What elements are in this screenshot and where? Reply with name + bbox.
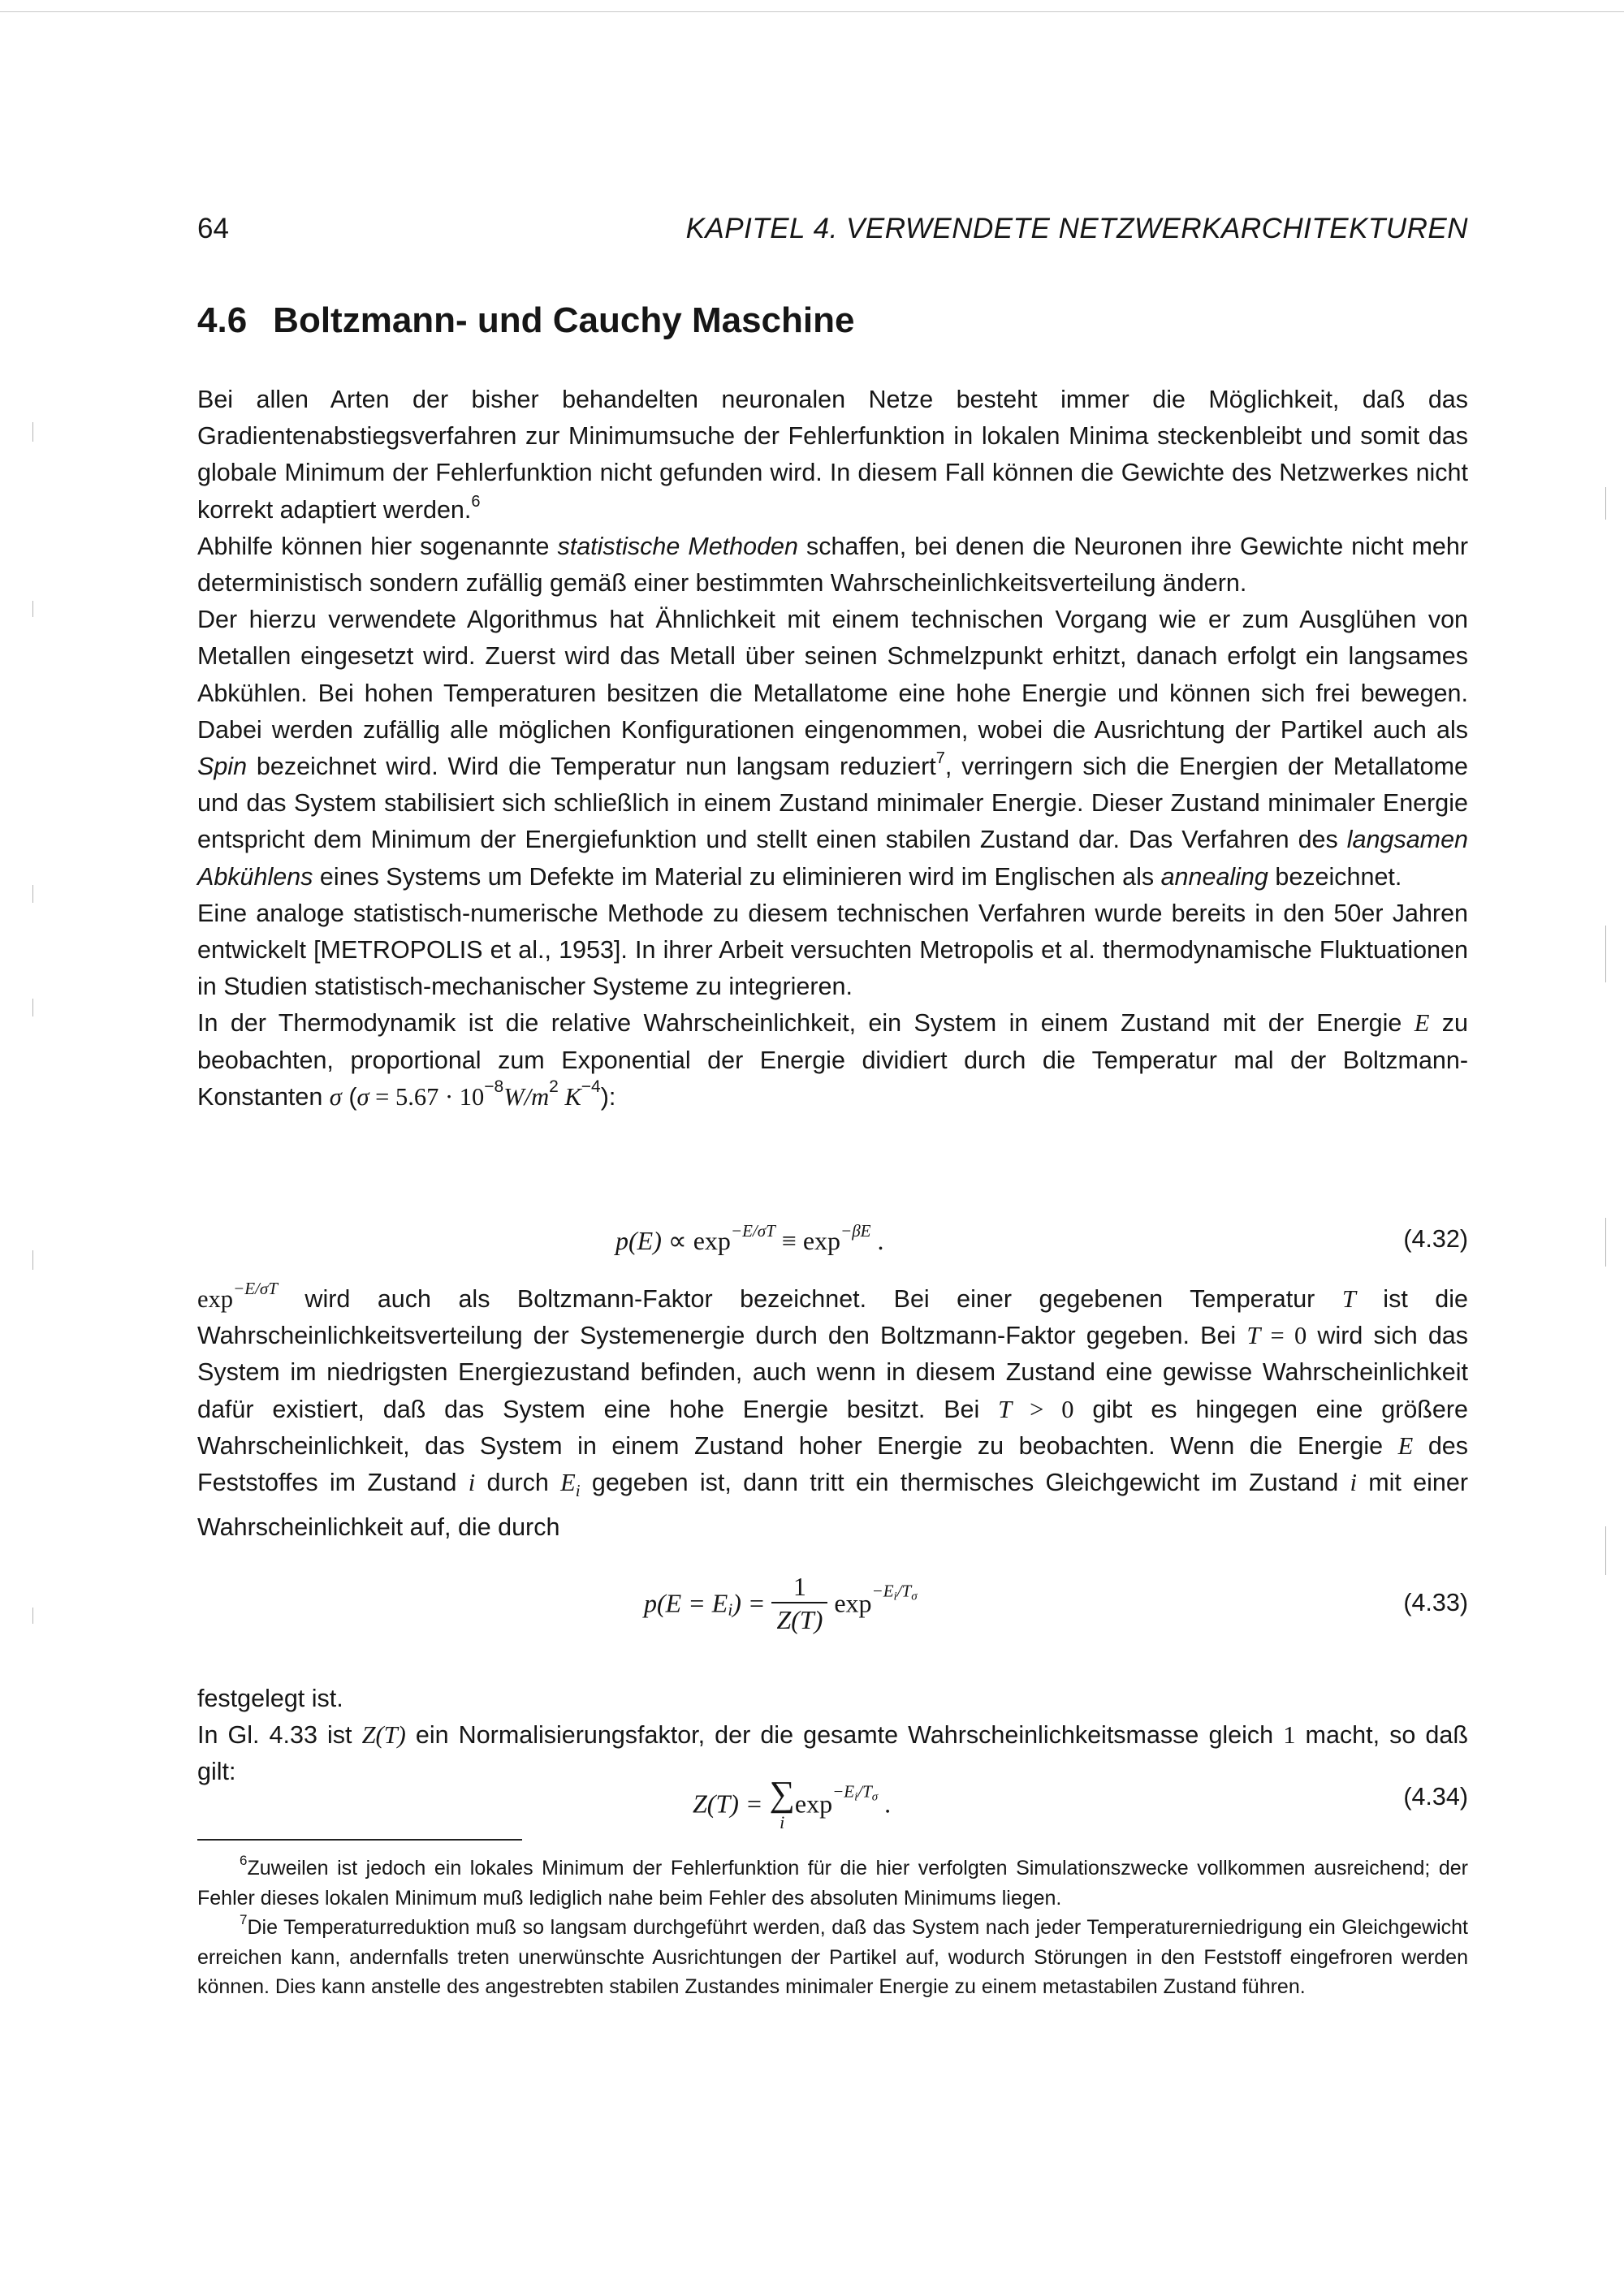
math-exponent: /T [857, 1781, 872, 1802]
math-symbol: σ [356, 1082, 369, 1111]
paragraph-text: zu beobachten, proportional zum Exponential der Energie dividiert durch die Temperatur mal der Boltzmann-Konstanten [197, 1009, 1469, 1111]
body-block-intro [197, 382, 1468, 1116]
math-exponent: −βE [840, 1221, 871, 1241]
paragraph [197, 896, 1468, 1006]
footnotes [197, 1854, 1468, 2002]
scan-margin-mark [32, 999, 33, 1016]
paragraph [197, 382, 1468, 529]
scan-margin-mark [32, 601, 33, 617]
footnote-ref: 6 [471, 492, 481, 511]
scan-margin-mark [32, 422, 33, 442]
footnote [197, 1854, 1468, 1913]
paragraph [197, 1281, 1468, 1547]
equation-4-32 [197, 1222, 1468, 1259]
math-exponent: −8 [484, 1077, 504, 1096]
fraction-numerator: 1 [771, 1571, 827, 1603]
math-symbol: i [468, 1469, 476, 1497]
section-heading [197, 300, 854, 341]
paragraph-text: wird auch als Boltzmann-Faktor bezeichnet. Bei einer gegebenen Temperatur [277, 1285, 1342, 1313]
paragraph-text: bezeichnet wird. Wird die Temperatur nun langsam reduziert [247, 753, 936, 781]
math-subscript: σ [871, 1790, 879, 1804]
math-symbol: T [1341, 1285, 1356, 1313]
math-unit: K [558, 1082, 581, 1111]
equation-number: (4.34) [1403, 1783, 1468, 1810]
math-symbol: i [1350, 1469, 1357, 1497]
math-text: p(E) [615, 1226, 662, 1255]
paragraph [197, 1005, 1468, 1116]
paragraph-text: ( [341, 1082, 357, 1111]
math-subscript: i [728, 1599, 733, 1620]
emphasis: Spin [197, 753, 248, 781]
paragraph [197, 1681, 1468, 1717]
fraction [771, 1571, 827, 1636]
scan-margin-mark [32, 1250, 33, 1270]
footnote-text: Zuweilen ist jedoch ein lokales Minimum der Fehlerfunktion für die hier verfolgten Simulationszwecke vollkommen ausreichend; der Fehler dieses lokalen Minimum muß lediglich nahe beim Fehler des absoluten Minimums liegen. [197, 1857, 1468, 1910]
section-title: Boltzmann- und Cauchy Maschine [273, 300, 855, 340]
body-block-normalization [197, 1681, 1468, 1791]
scan-margin-mark [1605, 1526, 1606, 1575]
paragraph-text: mit einer Wahrscheinlichkeit auf, die durch [197, 1469, 1468, 1542]
summation [770, 1776, 795, 1832]
paragraph-text: wird sich das System im niedrigsten Energiezustand befinden, auch wenn in diesem Zustand eine gewisse Wahrscheinlichkeit dafür existiert, daß das System eine hohe Energie besitzt. Bei [197, 1322, 1469, 1423]
math-text: = 0 [1260, 1322, 1307, 1350]
math-text: exp [197, 1285, 234, 1313]
emphasis: statistische Methoden [557, 532, 798, 560]
math-exponent: −E [832, 1781, 855, 1802]
math-symbol: T [998, 1395, 1013, 1423]
math-symbol: E [1397, 1431, 1414, 1460]
footnote-text: Die Temperaturreduktion muß so langsam durchgeführt werden, daß das System nach jeder Temperaturerniedrigung ein Gleichgewicht erreichen kann, andernfalls treten unerwünschte Ausrichtungen der Partikel auf, wodurch Störungen in den Feststoff eingefroren werden können. Dies kann anstelle des angestrebten stabilen Zustandes minimaler Energie zu einem metastabilen Zustand führen. [197, 1916, 1468, 1998]
paragraph-text: ist die Wahrscheinlichkeitsverteilung der Systemenergie durch den Boltzmann-Faktor gegeben. Bei [197, 1285, 1468, 1350]
paragraph-text: Eine analoge statistisch-numerische Methode zu diesem technischen Verfahren wurde bereits in den 50er Jahren entwickelt [METROPOLIS et al., 1953]. In ihrer Arbeit versuchten Metropolis et al. thermodynamische Fluktuationen in Studien statistisch-mechanischer Systeme zu integrieren. [197, 899, 1468, 1001]
paragraph-text: Der hierzu verwendete Algorithmus hat Ähnlichkeit mit einem technischen Vorgang wie er zum Ausglühen von Metallen eingesetzt wird. Zuerst wird das Metall über seinen Schmelzpunkt erhitzt, danach erfolgt ein langsames Abkühlen. Bei hohen Temperaturen besitzen die Metallatome eine hohe Energie und können sich frei bewegen. Dabei werden zufällig alle möglichen Konfigurationen eingenommen, wobei die Ausrichtung der Partikel auch als [197, 606, 1468, 744]
math-text: ≡ exp [775, 1226, 841, 1255]
paragraph-text: schaffen, bei denen die Neuronen ihre Gewichte nicht mehr deterministisch sondern zufällig gemäß einer bestimmten Wahrscheinlichkeitsverteilung ändern. [197, 532, 1469, 598]
math-subscript: σ [911, 1590, 918, 1603]
paragraph [197, 602, 1468, 896]
equation-number: (4.32) [1403, 1225, 1468, 1253]
footnote-ref: 7 [935, 749, 945, 768]
footnote-rule [197, 1839, 522, 1841]
paragraph-text: durch [475, 1469, 561, 1497]
math-symbol: σ [329, 1082, 342, 1111]
paragraph-text: gegeben ist, dann tritt ein thermisches Gleichgewicht im Zustand [580, 1469, 1350, 1497]
equation-number: (4.33) [1403, 1589, 1468, 1616]
footnote-mark: 7 [240, 1912, 248, 1927]
paragraph-text: Bei allen Arten der bisher behandelten neuronalen Netze besteht immer die Möglichkeit, daß das Gradientenabstiegsverfahren zur Minimumsuche der Fehlerfunktion in lokalen Minima steckenbleibt und somit das globale Minimum der Fehlerfunktion nicht gefunden wird. In diesem Fall können die Gewichte des Netzwerkes nicht korrekt adaptiert werden. [197, 386, 1468, 524]
page-number: 64 [197, 213, 229, 244]
sum-symbol: ∑ [769, 1774, 795, 1814]
chapter-header: KAPITEL 4. VERWENDETE NETZWERKARCHITEKTUREN [685, 213, 1468, 244]
math-subscript: i [893, 1590, 897, 1603]
scan-edge-line [0, 11, 1624, 12]
math-subscript: i [854, 1790, 858, 1804]
emphasis: annealing [1160, 862, 1268, 891]
math-text: Z(T) = [693, 1789, 763, 1819]
sum-index: i [780, 1812, 785, 1832]
math-symbol: T [1246, 1322, 1261, 1350]
math-exponent: /T [896, 1581, 912, 1601]
paragraph-text: festgelegt ist. [197, 1685, 343, 1712]
paragraph-text: gibt es hingegen eine größere Wahrscheinlichkeit, das System in einem Zustand hoher Energie zu beobachten. Wenn die Energie [197, 1395, 1469, 1460]
math-symbol: E [1414, 1009, 1430, 1038]
math-text: exp [834, 1588, 872, 1618]
scan-margin-mark [32, 885, 33, 903]
math-exponent: 2 [549, 1077, 559, 1096]
math-symbol: Z(T) [361, 1721, 406, 1750]
scan-margin-mark [1605, 487, 1606, 520]
body-block-boltzmann [197, 1281, 1468, 1547]
paragraph-text: bezeichnet. [1268, 862, 1402, 891]
math-exponent: −E [871, 1581, 894, 1601]
math-text: > 0 [1012, 1395, 1074, 1423]
math-text: . [870, 1226, 884, 1255]
paragraph-text: macht, so daß gilt: [197, 1721, 1468, 1786]
math-exponent: −E/σT [730, 1221, 775, 1241]
math-text: . [878, 1789, 892, 1819]
scan-margin-mark [1605, 926, 1606, 982]
paragraph-text: des Feststoffes im Zustand [197, 1431, 1468, 1497]
paragraph-text: Abhilfe können hier sogenannte [197, 532, 558, 560]
paragraph-text: ein Normalisierungsfaktor, der die gesamte Wahrscheinlichkeitsmasse gleich [405, 1721, 1284, 1750]
paragraph-text: In der Thermodynamik ist die relative Wahrscheinlichkeit, ein System in einem Zustand mit der Energie [197, 1009, 1415, 1038]
paragraph-text: eines Systems um Defekte im Material zu eliminieren wird im Englischen als [313, 862, 1161, 891]
math-text: = 5.67 · 10 [369, 1082, 485, 1111]
footnote [197, 1913, 1468, 2002]
section-number: 4.6 [197, 300, 248, 340]
math-text: 1 [1283, 1721, 1296, 1750]
paragraph-text: , verringern sich die Energien der Metallatome und das System stabilisiert sich schließlich in einem Zustand minimaler Energie. Dieser Zustand minimaler Energie entspricht dem Minimum der Energiefunktion und stellt einen stabilen Zustand dar. Das Verfahren des [197, 753, 1469, 854]
paragraph-text: ): [600, 1082, 616, 1111]
paragraph [197, 529, 1468, 602]
footnote-mark: 6 [240, 1853, 248, 1868]
math-exponent: −E/σT [233, 1279, 278, 1298]
math-text: p(E = E [644, 1588, 728, 1618]
fraction-denominator: Z(T) [776, 1605, 823, 1634]
math-unit: W/m [503, 1082, 550, 1111]
math-exponent: −4 [581, 1077, 601, 1096]
scan-margin-mark [1605, 1218, 1606, 1267]
paragraph-text: In Gl. 4.33 ist [197, 1721, 362, 1750]
scan-margin-mark [32, 1608, 33, 1624]
math-symbol: E [560, 1469, 576, 1497]
equation-4-34 [197, 1776, 1468, 1833]
equation-4-33 [197, 1571, 1468, 1644]
emphasis: langsamen Abkühlens [197, 826, 1468, 891]
math-text: exp [794, 1789, 833, 1819]
math-text: ∝ exp [661, 1226, 731, 1255]
math-subscript: i [575, 1481, 581, 1501]
math-text: ) = [732, 1588, 766, 1618]
